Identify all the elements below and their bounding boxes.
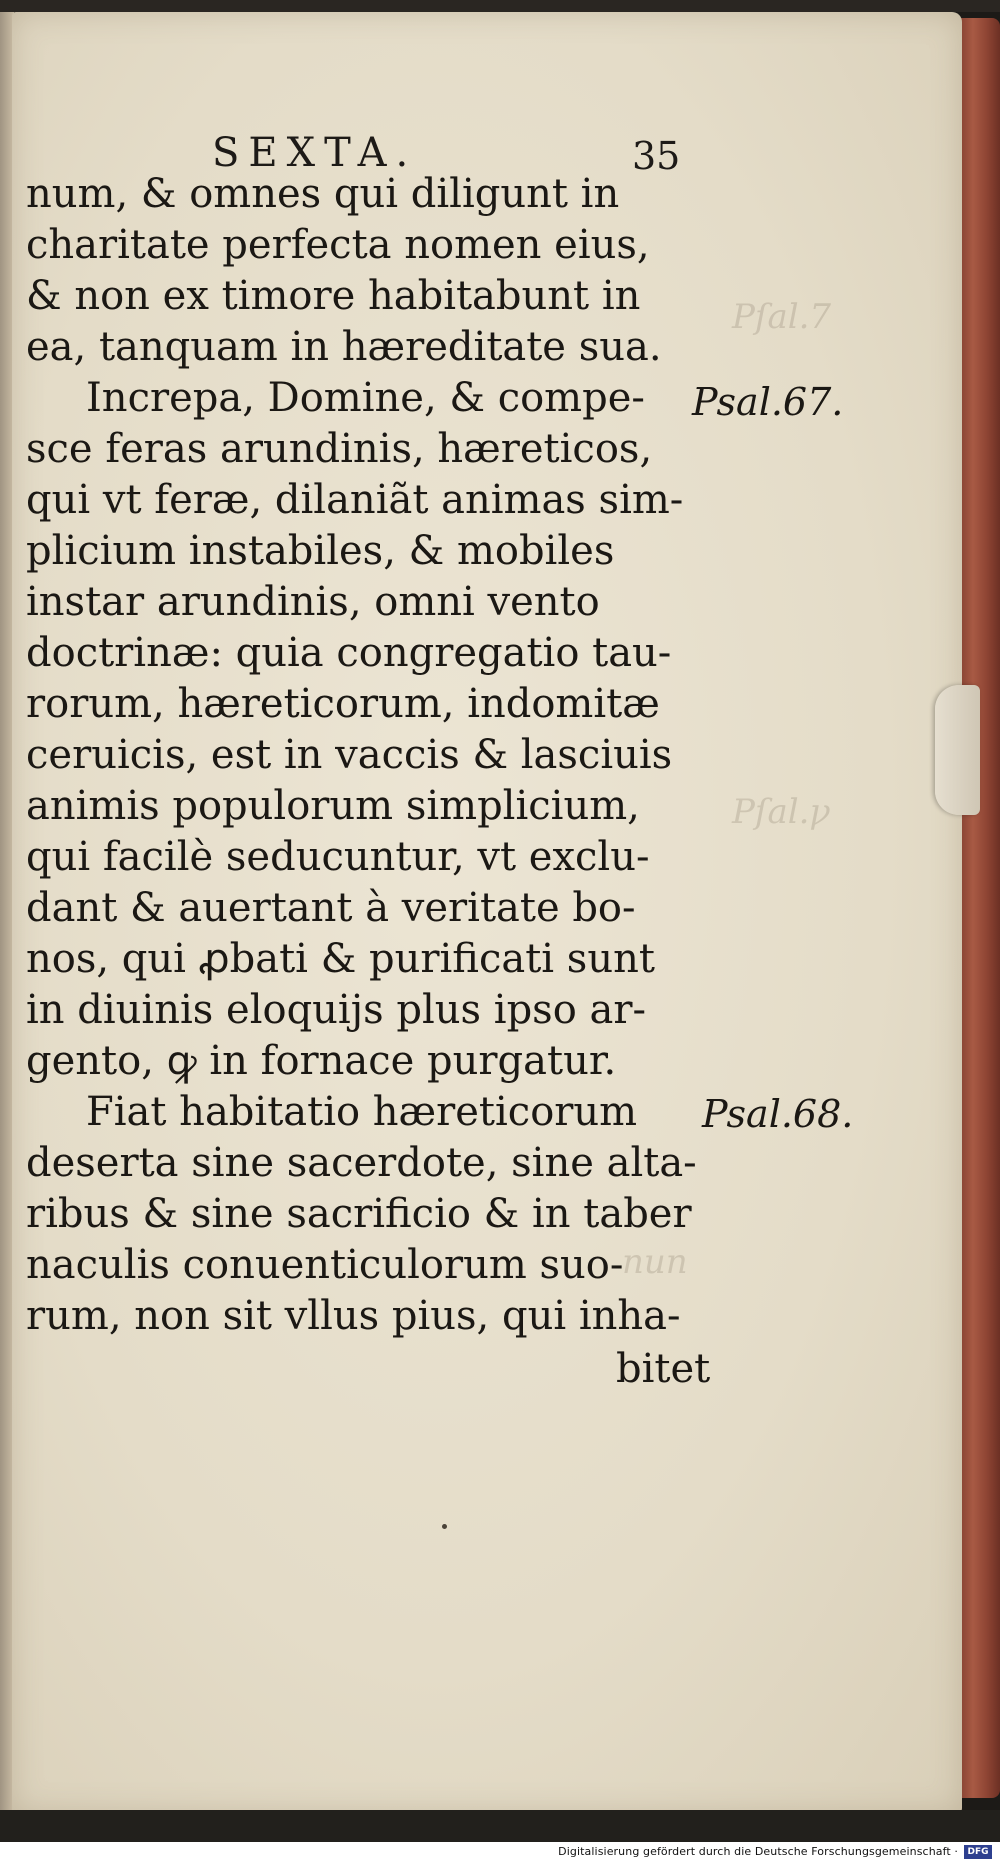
- catchword: bitet: [616, 1346, 711, 1392]
- text-line: nos, qui ꝓbati & purificati sunt: [26, 936, 655, 982]
- text-line: doctrinæ: quia congregatio tau-: [26, 630, 672, 676]
- text-line: qui facilè seducuntur, vt exclu-: [26, 834, 650, 880]
- text-line: ribus & sine sacrificio & in taber: [26, 1191, 692, 1237]
- text-line: & non ex timore habitabunt in: [26, 273, 641, 319]
- scanner-top-border: [0, 0, 1000, 12]
- funding-credit: Digitalisierung gefördert durch die Deutsche Forschungsgemeinschaft ·: [558, 1845, 958, 1858]
- text-line: deserta sine sacerdote, sine alta-: [26, 1140, 697, 1186]
- text-line: ceruicis, est in vaccis & lasciuis: [26, 732, 673, 778]
- text-line: naculis conuenticulorum suo-: [26, 1242, 624, 1288]
- text-line: dant & auertant à veritate bo-: [26, 885, 636, 931]
- running-head: SEXTA.: [212, 130, 418, 176]
- text-line: plicium instabiles, & mobiles: [26, 528, 615, 574]
- text-line: sce feras arundinis, hæreticos,: [26, 426, 653, 472]
- page-number: 35: [632, 134, 681, 178]
- page-tab-marker: [935, 685, 980, 815]
- text-line: charitate perfecta nomen eius,: [26, 222, 650, 268]
- dfg-logo: DFG: [964, 1845, 992, 1859]
- show-through-mark: nun: [622, 1242, 688, 1282]
- text-line: animis populorum simplicium,: [26, 783, 640, 829]
- book-page: [12, 12, 962, 1814]
- text-line: Increpa, Domine, & compe-: [86, 375, 645, 421]
- show-through-mark: Pſal.ꝩ: [732, 792, 831, 832]
- text-line: ea, tanquam in hæreditate sua.: [26, 324, 662, 370]
- text-line: gento, ꝙ in fornace purgatur.: [26, 1038, 617, 1084]
- ink-speck: [442, 1524, 447, 1529]
- margin-note-psalm-68: Psal.68.: [702, 1092, 854, 1136]
- text-line: num, & omnes qui diligunt in: [26, 171, 620, 217]
- text-line: Fiat habitatio hæreticorum: [86, 1089, 638, 1135]
- margin-note-psalm-67: Psal.67.: [692, 380, 844, 424]
- text-line: in diuinis eloquijs plus ipso ar-: [26, 987, 646, 1033]
- text-line: rum, non sit vllus pius, qui inha-: [26, 1293, 681, 1339]
- text-line: instar arundinis, omni vento: [26, 579, 600, 625]
- text-line: rorum, hæreticorum, indomitæ: [26, 681, 660, 727]
- show-through-mark: Pſal.7: [732, 297, 832, 337]
- text-line: qui vt feræ, dilaniãt animas sim-: [26, 477, 684, 523]
